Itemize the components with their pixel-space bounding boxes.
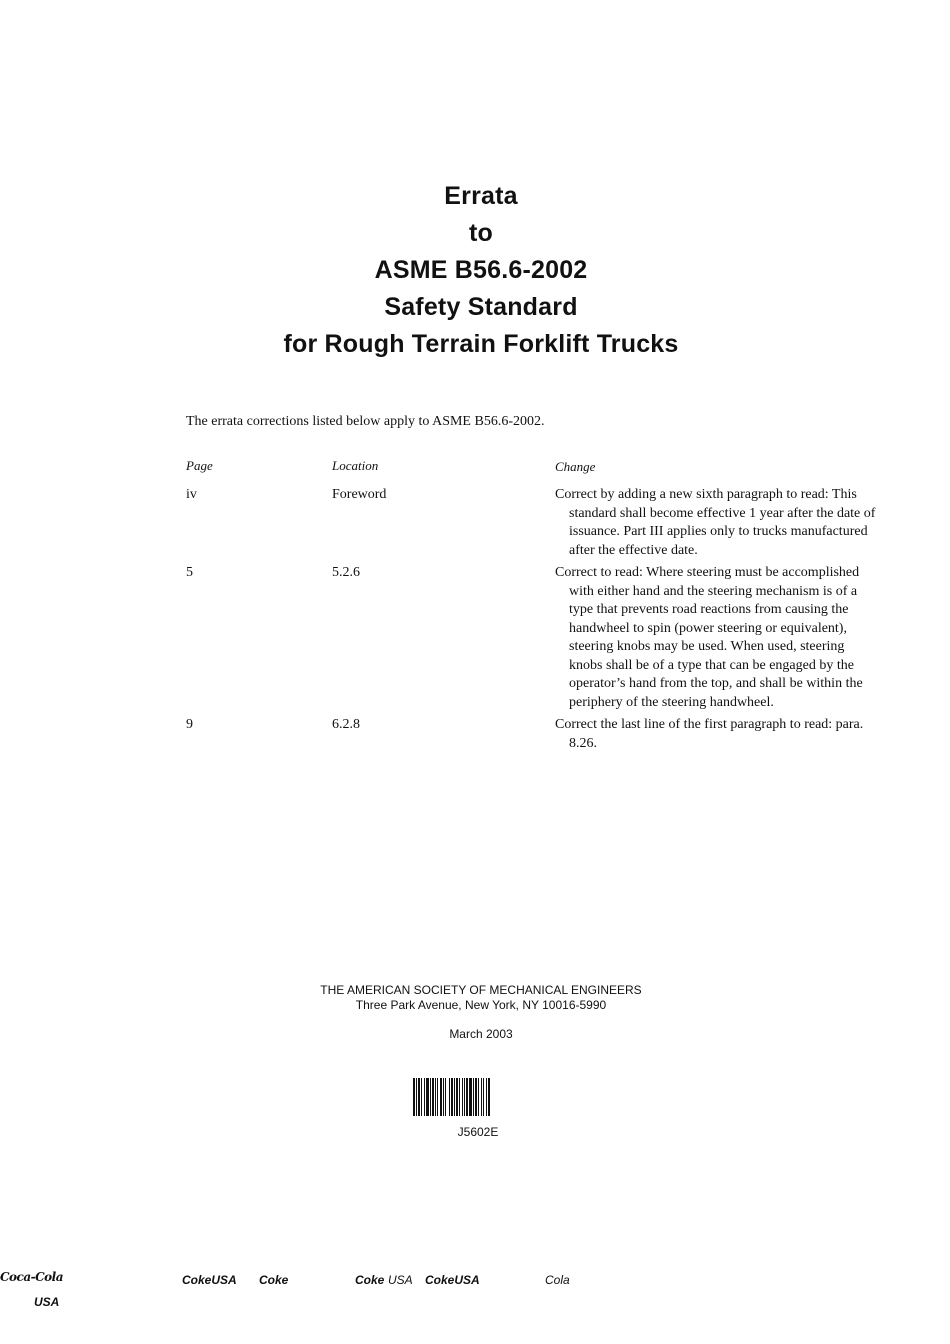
watermark-text: CokeUSA: [425, 1273, 480, 1287]
row-page: iv: [186, 487, 197, 502]
watermark-text: CokeUSA: [182, 1273, 237, 1287]
title-line: Errata: [444, 182, 518, 210]
table-row: [186, 716, 866, 753]
watermark-text: Cola: [545, 1273, 570, 1287]
table-header-row: [186, 457, 866, 486]
watermark-text: USA: [388, 1273, 413, 1287]
intro-paragraph: The errata corrections listed below apply to ASME B56.6-2002.: [186, 414, 545, 429]
header-change: Change: [555, 459, 596, 474]
organization-name: THE AMERICAN SOCIETY OF MECHANICAL ENGINEERS: [320, 983, 642, 997]
header-location: Location: [332, 458, 379, 473]
watermark-text: Coke: [355, 1273, 385, 1287]
row-page: 9: [186, 717, 193, 732]
document-title: [0, 178, 950, 363]
barcode-graphic: [413, 1078, 543, 1116]
errata-table: [186, 457, 876, 757]
title-line: Safety Standard: [384, 293, 578, 321]
title-line: to: [469, 219, 493, 247]
coca-cola-logo: Coca-Cola: [0, 1270, 64, 1284]
publication-date: March 2003: [449, 1027, 513, 1041]
row-change: Correct by adding a new sixth paragraph to read: This standard shall become effective 1 year after the date of issuance. Part III applies only to trucks manufactured after the effective date.: [555, 487, 876, 558]
title-line: ASME B56.6-2002: [374, 256, 588, 284]
row-change: Correct the last line of the first paragraph to read: para. 8.26.: [555, 717, 864, 751]
watermark-usa: USA: [34, 1295, 60, 1309]
row-change: Correct to read: Where steering must be accomplished with either hand and the steering mechanism is of a type that prevents road reactions from causing the handwheel to spin (power steering or equivalent), steering knobs may be used. When used, steering knobs shall be of a type that can be engaged by the operator’s hand from the top, and shall be within the periphery of the steering handwheel.: [555, 565, 863, 710]
row-page: 5: [186, 565, 193, 580]
title-line: for Rough Terrain Forklift Trucks: [283, 330, 679, 358]
table-row: [186, 564, 866, 712]
row-location: 5.2.6: [332, 565, 360, 580]
row-location: Foreword: [332, 487, 387, 502]
barcode: [413, 1078, 543, 1116]
header-page: Page: [186, 458, 213, 473]
organization-address: Three Park Avenue, New York, NY 10016-5990: [355, 998, 607, 1012]
publisher-footer: [0, 983, 950, 1042]
row-location: 6.2.8: [332, 717, 360, 732]
watermark-text: Coke: [259, 1273, 289, 1287]
table-row: [186, 486, 876, 560]
barcode-label: J5602E: [457, 1125, 499, 1139]
